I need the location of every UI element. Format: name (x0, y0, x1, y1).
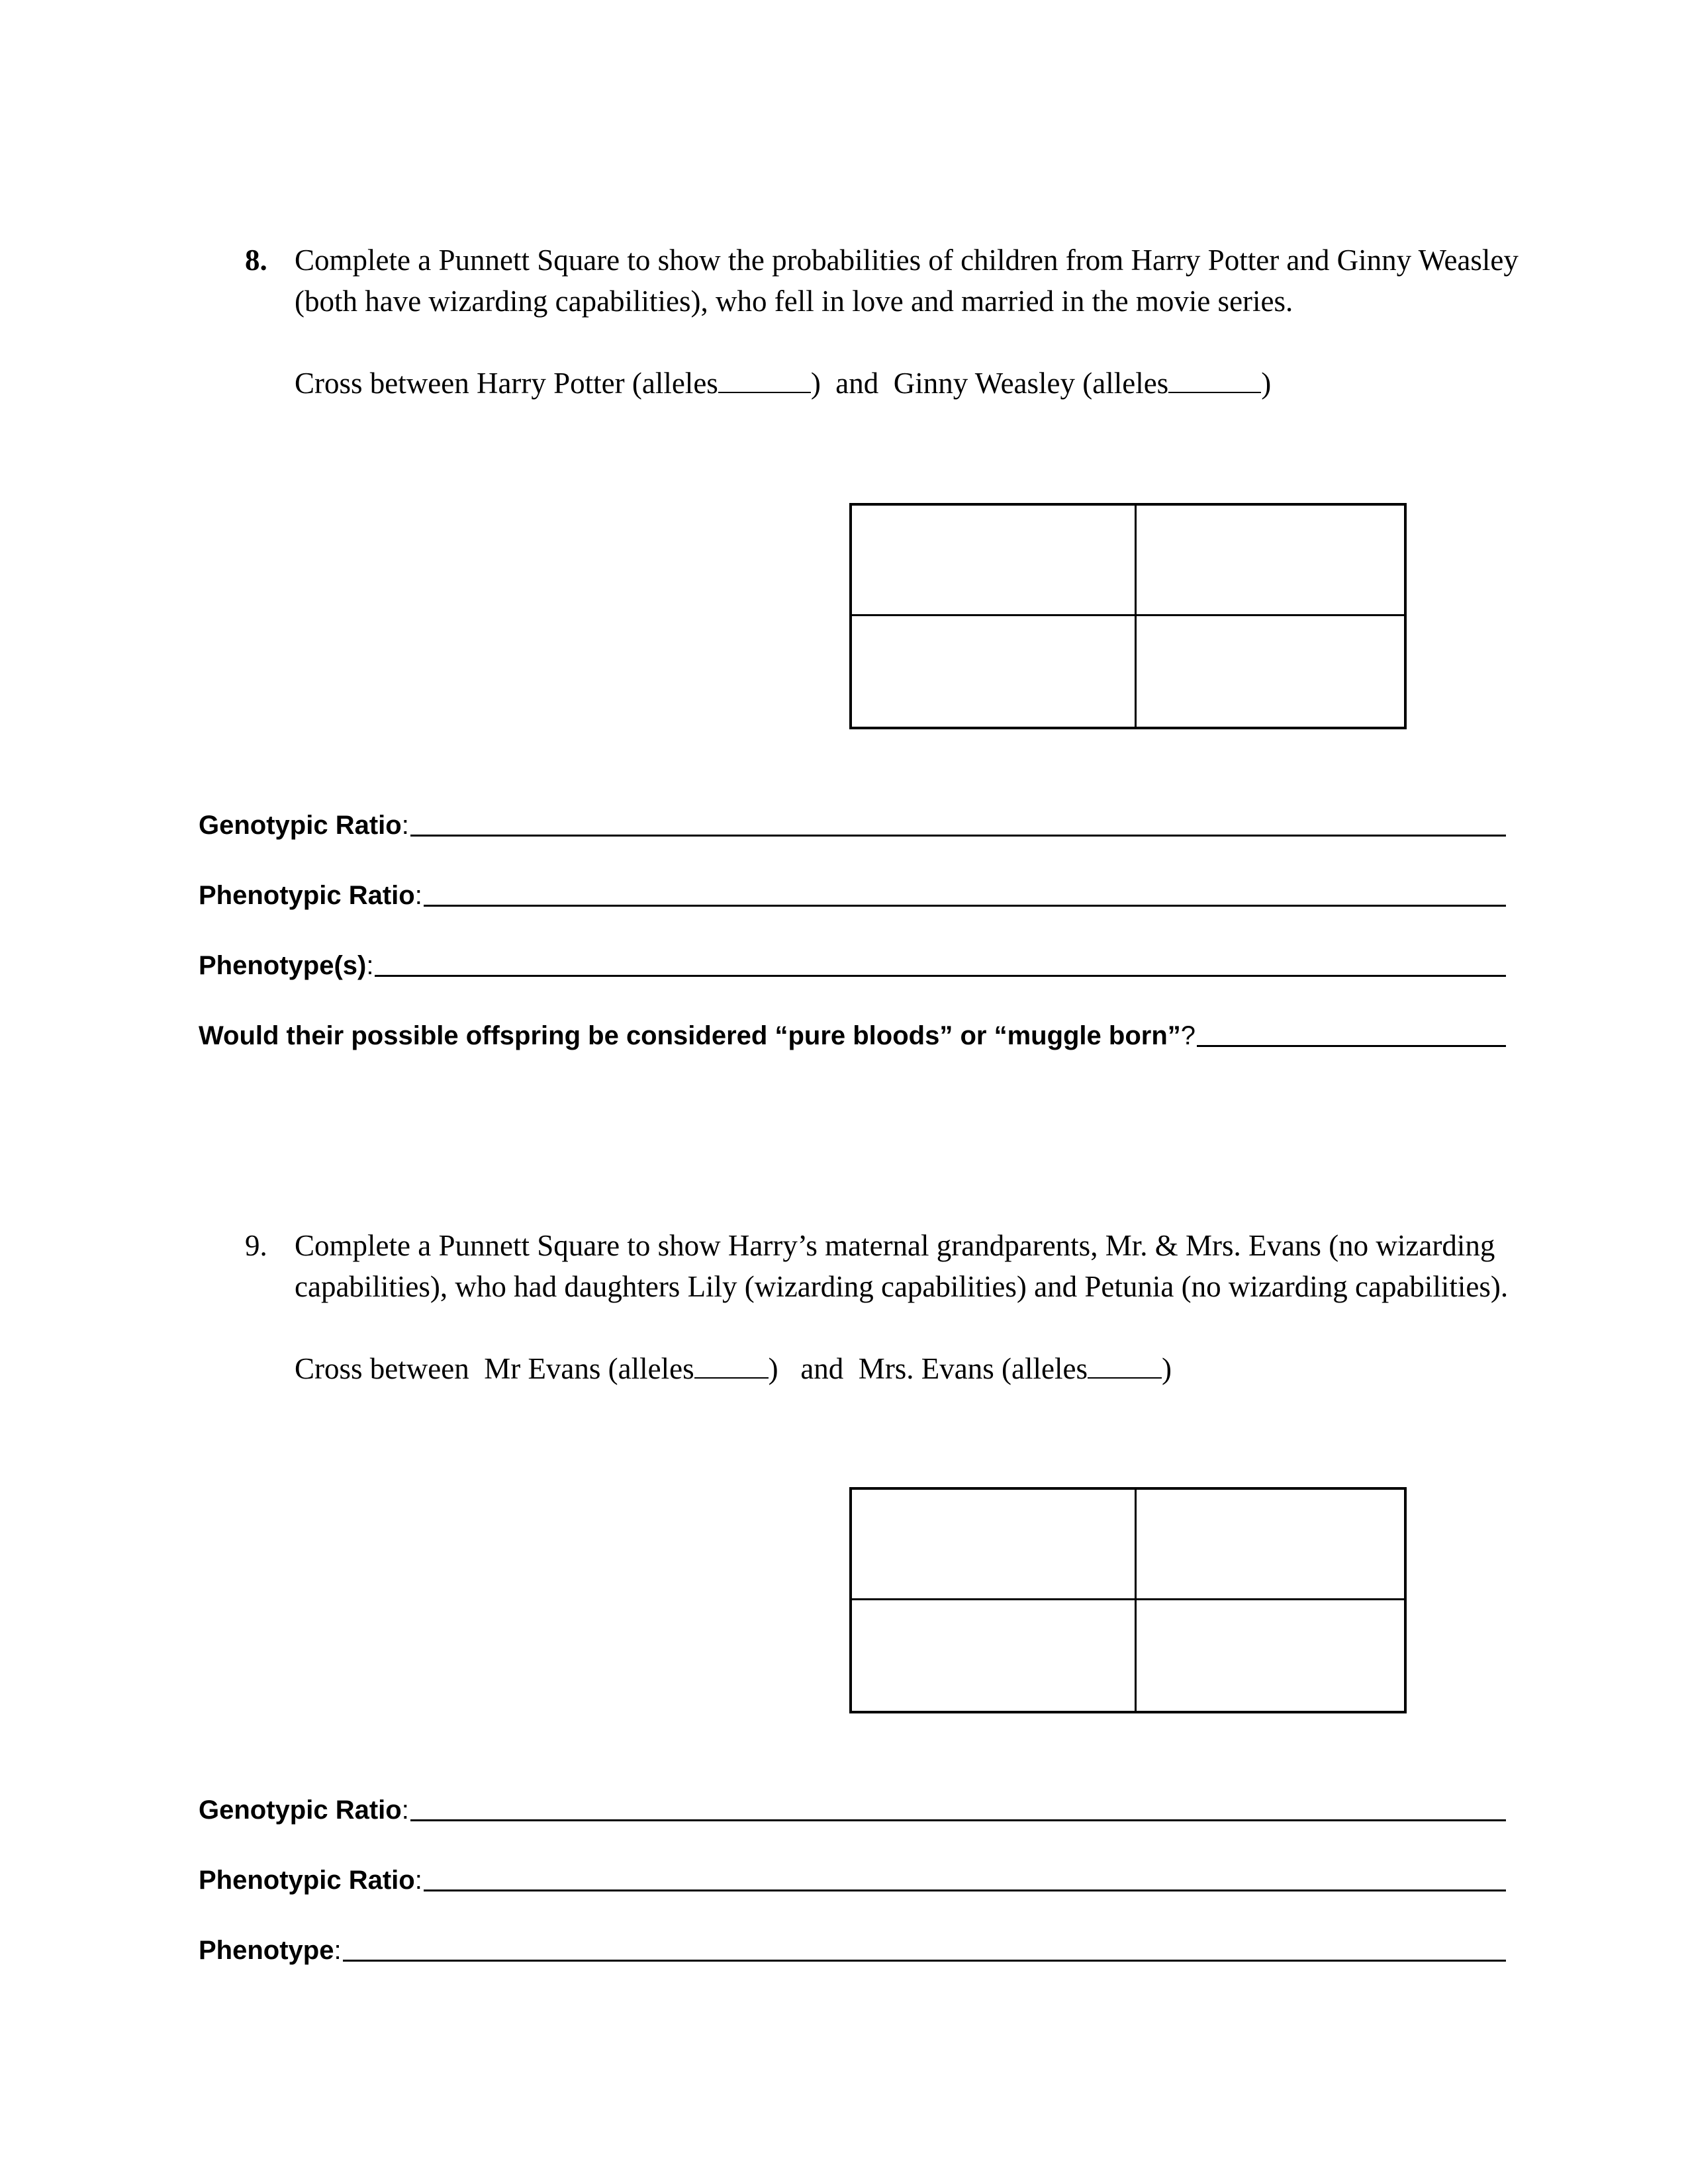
q8-genotypic-ratio-answer-line[interactable] (410, 835, 1506, 837)
q9-genotypic-ratio-answer-line[interactable] (410, 1819, 1506, 1821)
cross-8-close-paren: ) (1261, 367, 1272, 400)
q9-phenotype-answer-line[interactable] (343, 1960, 1506, 1962)
q9-genotypic-ratio-label: Genotypic Ratio (199, 1796, 402, 1825)
ginny-alleles-blank[interactable] (1168, 365, 1261, 393)
punnett-9-cell-bottom-left[interactable] (852, 1600, 1137, 1711)
question-9-line-2: capabilities), who had daughters Lily (wizarding capabilities) and Petunia (no wizarding capabilities). (295, 1270, 1509, 1303)
punnett-9-cell-top-right[interactable] (1137, 1490, 1404, 1600)
q8-genotypic-ratio-colon: : (401, 811, 409, 840)
punnett-8-cell-top-left[interactable] (852, 506, 1137, 616)
mr-evans-alleles-blank[interactable] (694, 1351, 769, 1379)
q8-offspring-question-label: Would their possible offspring be considered “pure bloods” or “muggle born” (199, 1021, 1181, 1050)
punnett-9-cell-top-left[interactable] (852, 1490, 1137, 1600)
q8-phenotypic-ratio-label: Phenotypic Ratio (199, 881, 415, 910)
q8-phenotypic-ratio-answer-line[interactable] (424, 905, 1506, 907)
q8-genotypic-ratio-label: Genotypic Ratio (199, 811, 402, 840)
question-8-cross (295, 363, 1271, 404)
q9-phenotypic-ratio-answer-line[interactable] (424, 1889, 1506, 1891)
cross-9-close-paren: ) (1161, 1352, 1172, 1385)
q9-phenotype-row (199, 1926, 1506, 1966)
q8-offspring-row (199, 1011, 1506, 1051)
question-9-line-1: Complete a Punnett Square to show Harry’s maternal grandparents, Mr. & Mrs. Evans (no wizarding (295, 1229, 1495, 1262)
q8-phenotypes-answer-line[interactable] (375, 975, 1506, 977)
q9-genotypic-ratio-row (199, 1786, 1506, 1825)
punnett-9-cell-bottom-right[interactable] (1137, 1600, 1404, 1711)
mrs-evans-alleles-blank[interactable] (1088, 1351, 1162, 1379)
punnett-square-8 (849, 503, 1407, 729)
punnett-square-9 (849, 1487, 1407, 1713)
q9-phenotype-label: Phenotype (199, 1936, 334, 1965)
punnett-8-cell-bottom-left[interactable] (852, 616, 1137, 727)
question-9-cross (295, 1348, 1172, 1389)
q8-genotypic-ratio-row (199, 801, 1506, 841)
cross-8-harry-label: Cross between Harry Potter (alleles (295, 367, 718, 400)
punnett-8-cell-top-right[interactable] (1137, 506, 1404, 616)
q8-offspring-question-mark: ? (1180, 1021, 1196, 1050)
q8-phenotypes-label: Phenotype(s) (199, 951, 367, 980)
punnett-8-cell-bottom-right[interactable] (1137, 616, 1404, 727)
q8-phenotypes-row (199, 941, 1506, 981)
question-8-line-1: Complete a Punnett Square to show the probabilities of children from Harry Potter and Ginny Weasley (295, 244, 1519, 277)
question-9-number: 9. (245, 1229, 267, 1262)
q8-offspring-answer-line[interactable] (1197, 1045, 1506, 1047)
q9-phenotypic-ratio-row (199, 1856, 1506, 1895)
cross-9-mrs-evans-label: ) and Mrs. Evans (alleles (768, 1352, 1088, 1385)
cross-8-ginny-label: ) and Ginny Weasley (alleles (810, 367, 1169, 400)
q8-phenotypic-ratio-colon: : (414, 881, 422, 910)
question-8-number: 8. (245, 244, 267, 277)
question-8-line-2: (both have wizarding capabilities), who fell in love and married in the movie series. (295, 285, 1293, 318)
question-9-text (295, 1225, 1552, 1307)
q9-phenotypic-ratio-label: Phenotypic Ratio (199, 1866, 415, 1895)
q8-phenotypic-ratio-row (199, 871, 1506, 911)
question-8-text (295, 240, 1552, 322)
q9-phenotypic-ratio-colon: : (414, 1866, 422, 1895)
cross-9-mr-evans-label: Cross between Mr Evans (alleles (295, 1352, 694, 1385)
harry-alleles-blank[interactable] (718, 365, 811, 393)
q9-genotypic-ratio-colon: : (401, 1796, 409, 1825)
q8-phenotypes-colon: : (366, 951, 374, 980)
q9-phenotype-colon: : (334, 1936, 342, 1965)
